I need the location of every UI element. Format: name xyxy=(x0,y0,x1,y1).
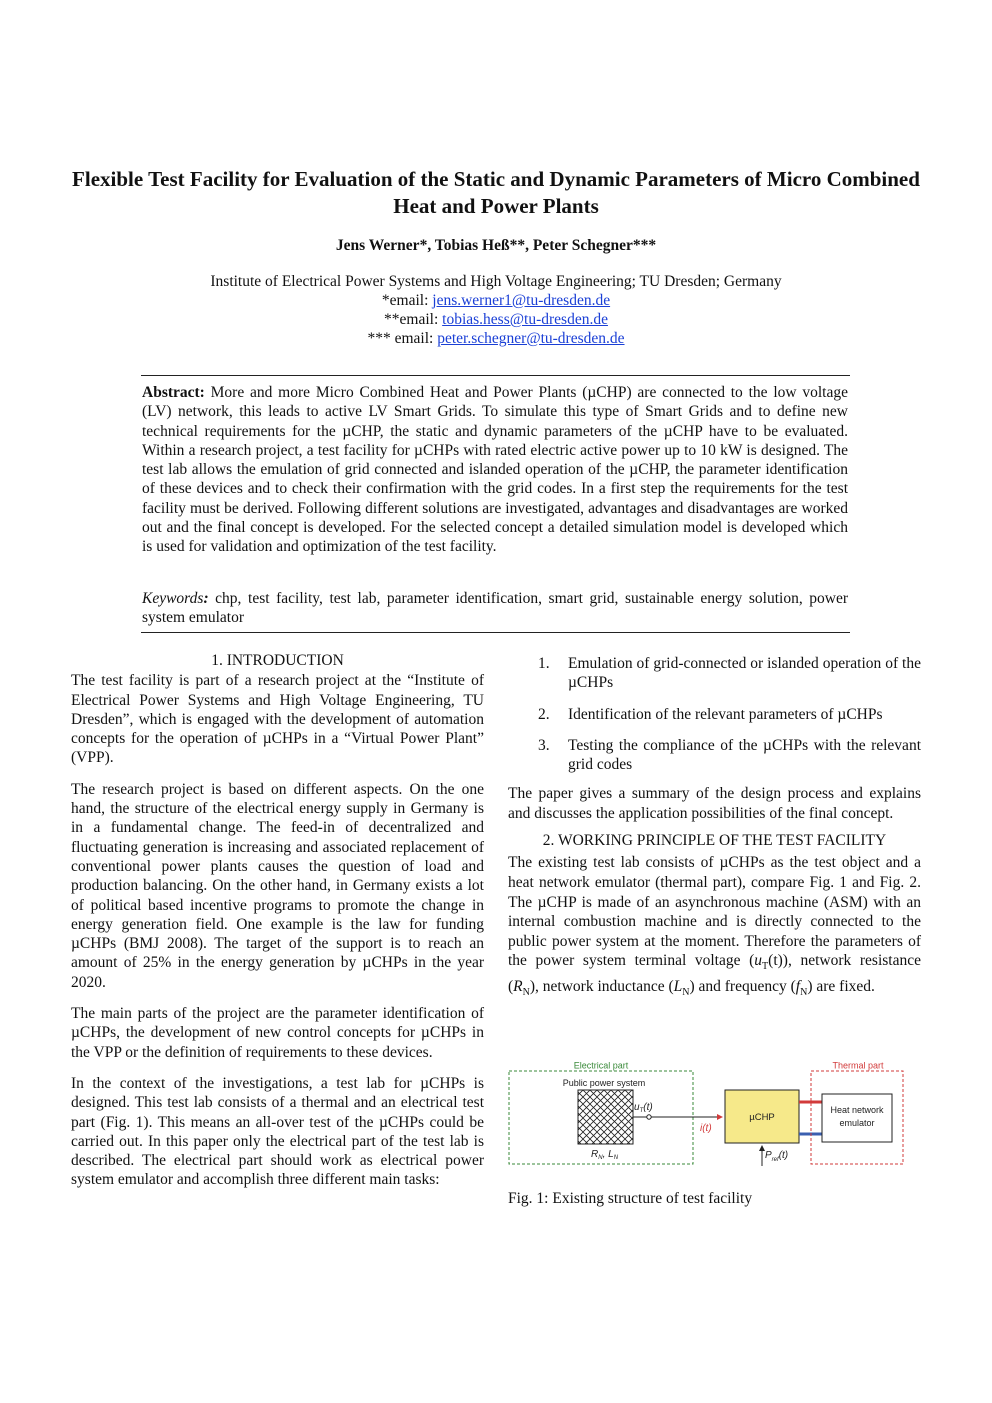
heat-network-label: Heat network xyxy=(830,1105,884,1115)
public-power-label: Public power system xyxy=(562,1078,646,1088)
email-prefix: **email: xyxy=(384,311,443,328)
heat-emulator-label: emulator xyxy=(839,1118,875,1128)
email-line-2 xyxy=(0,310,992,329)
summary-paragraph: The paper gives a summary of the design process and explains and discusses the application possibilities of the final concept. xyxy=(508,785,921,822)
symbol-sub: N xyxy=(800,987,808,999)
abstract-label: Abstract: xyxy=(142,384,205,401)
ut-label: $u_T(t)$ xyxy=(634,1102,653,1114)
current-label: i(t) xyxy=(700,1123,712,1134)
email-link-hess[interactable]: tobias.hess@tu-dresden.de xyxy=(442,311,608,328)
paper-title: Flexible Test Facility for Evaluation of the Static and Dynamic Parameters of Micro Combined Heat and Power Plants xyxy=(72,167,920,218)
list-number: 2. xyxy=(538,705,550,723)
section-introduction-title: 1. INTRODUCTION xyxy=(211,652,344,669)
intro-paragraph-1: The test facility is part of a research project at the “Institute of Electrical Power Systems and High Voltage Engineering, TU Dresden”, which is engaged with the development of automation concepts for the operation of µCHPs in a “Virtual Power Plant” (VPP). xyxy=(71,672,484,767)
keywords-colon: : xyxy=(203,590,209,607)
section-working-principle-title: 2. WORKING PRINCIPLE OF THE TEST FACILITY xyxy=(542,832,887,850)
list-text: Testing the compliance of the µCHPs with the relevant grid codes xyxy=(568,736,921,774)
list-number: 3. xyxy=(538,736,550,754)
intro-paragraph-2: The research project is based on different aspects. On the one hand, the structure of the electrical energy supply in Germany is in a fundamental change. The feed-in of decentralized and fluctuating generation is increasing and associated replacement of conventional power plants causes the question of load and production balancing. On the other hand, in Germany exists a lot of political based incentive programs to promote the change in energy generation field. One example is the law for funding µCHPs (BMJ 2008). The target of the support is to reach an amount of 25% in the energy generation by µCHPs in the year 2020. xyxy=(71,780,484,991)
keywords xyxy=(142,589,848,628)
figure-1-diagram xyxy=(506,1062,906,1174)
symbol-sub: N xyxy=(522,987,530,999)
keywords-label: Keywords xyxy=(142,590,204,607)
figure-1-caption: Fig. 1: Existing structure of test facility xyxy=(508,1190,753,1207)
email-link-werner[interactable]: jens.werner1@tu-dresden.de xyxy=(432,292,611,309)
intro-paragraph-4: In the context of the investigations, a test lab for µCHPs is designed. This test lab consists of a thermal and an electrical test part (Fig. 1). This means an all-over test of the µCHPs could be carried out. In this paper only the electrical part of the test lab is described. The electrical part should work as electrical power system emulator and accomplish three different main tasks: xyxy=(71,1074,484,1189)
symbol-u: u xyxy=(754,952,763,970)
symbol-sub: N xyxy=(682,987,690,999)
email-prefix: *** email: xyxy=(367,330,438,347)
email-prefix: *email: xyxy=(381,292,433,309)
left-column xyxy=(71,651,484,1202)
text-fragment: ) are fixed. xyxy=(807,978,875,996)
text-fragment: ), network inductance ( xyxy=(529,978,674,996)
list-item xyxy=(508,705,921,724)
text-fragment: ) and frequency ( xyxy=(689,978,796,996)
terminal-node xyxy=(647,1115,651,1119)
list-text: Emulation of grid-connected or islanded operation of the µCHPs xyxy=(568,655,921,692)
abstract-bottom-rule xyxy=(141,632,850,633)
intro-paragraph-3: The main parts of the project are the parameter identification of µCHPs, the development of new control concepts for µCHPs in the VPP or the definition of requirements to these devices. xyxy=(71,1005,484,1061)
abstract-text: More and more Micro Combined Heat and Power Plants (µCHP) are connected to the low voltage (LV) network, this leads to active LV Smart Grids. To simulate this type of Smart Grids and to define new technical requirements for the µCHP, the static and dynamic parameters of the µCHP have to be evaluated. Within a research project, a test facility for µCHPs with rated electric active power up to 10 kW is designed. The test lab allows the emulation of grid connected and islanded operation of the µCHP, the parameter identification of these devices and to check their confirmation with the grid codes. In a first step the requirements for the test facility must be derived. Following different solutions are investigated, advantages and disadvantages are worked out and the final concept is developed. For the selected concept a detailed simulation model is developed which is used for validation and optimization of the test facility. xyxy=(142,384,848,556)
list-item xyxy=(508,736,921,775)
symbol-sub: T xyxy=(762,961,769,973)
symbol-r: R xyxy=(513,978,523,996)
task-list xyxy=(508,654,921,774)
pref-label: $P_{ref}(t)$ xyxy=(765,1150,789,1163)
symbol-arg: (t) xyxy=(768,952,783,970)
authors: Jens Werner*, Tobias Heß**, Peter Schegner*** xyxy=(335,237,657,254)
working-principle-text: The existing test lab consists of µCHPs as the test object and a heat network emulator (thermal part), compare Fig. 1 and Fig. 2. The µCHP is made of an asynchronous machine (ASM) with an internal combustion machine and is directly connected to the public power system at the moment. Therefore the parameters of the power system terminal voltage xyxy=(508,854,921,970)
public-power-system-block xyxy=(578,1090,633,1144)
thermal-part-label: Thermal part xyxy=(832,1062,884,1071)
electrical-part-label: Electrical part xyxy=(573,1062,629,1071)
email-line-3 xyxy=(0,329,992,348)
list-item xyxy=(508,654,921,693)
abstract xyxy=(142,383,848,557)
right-column xyxy=(508,654,921,1015)
keywords-text: chp, test facility, test lab, parameter identification, smart grid, sustainable energy solution, power system emulator xyxy=(142,590,848,627)
working-principle-paragraph: The existing test lab consists of µCHPs as the test object and a heat network emulator (thermal part), compare Fig. 1 and Fig. 2. The µCHP is made of an asynchronous machine (ASM) with an internal combustion machine and is directly connected to the public power system at the moment. Therefore the parameters of the power system terminal voltage $(u_T(t))$, network resistance $(R_N)$, network inductance $(L_N)$ and frequency $(f_N)$ are fixed. xyxy=(508,854,921,999)
rn-ln-label: $R_N$, $L_N$ xyxy=(591,1149,619,1161)
list-number: 1. xyxy=(538,655,550,672)
uchp-label: µCHP xyxy=(749,1112,775,1123)
text-fragment: , network resistance xyxy=(787,952,921,970)
symbol-f: f xyxy=(795,978,801,996)
symbol-l: L xyxy=(673,978,683,996)
affiliation-block xyxy=(0,272,992,348)
email-line-1 xyxy=(0,291,992,310)
abstract-top-rule xyxy=(141,375,850,376)
email-link-schegner[interactable]: peter.schegner@tu-dresden.de xyxy=(437,330,625,347)
list-text: Identification of the relevant parameters of µCHPs xyxy=(568,705,883,723)
affiliation: Institute of Electrical Power Systems and High Voltage Engineering; TU Dresden; Germany xyxy=(210,273,782,290)
